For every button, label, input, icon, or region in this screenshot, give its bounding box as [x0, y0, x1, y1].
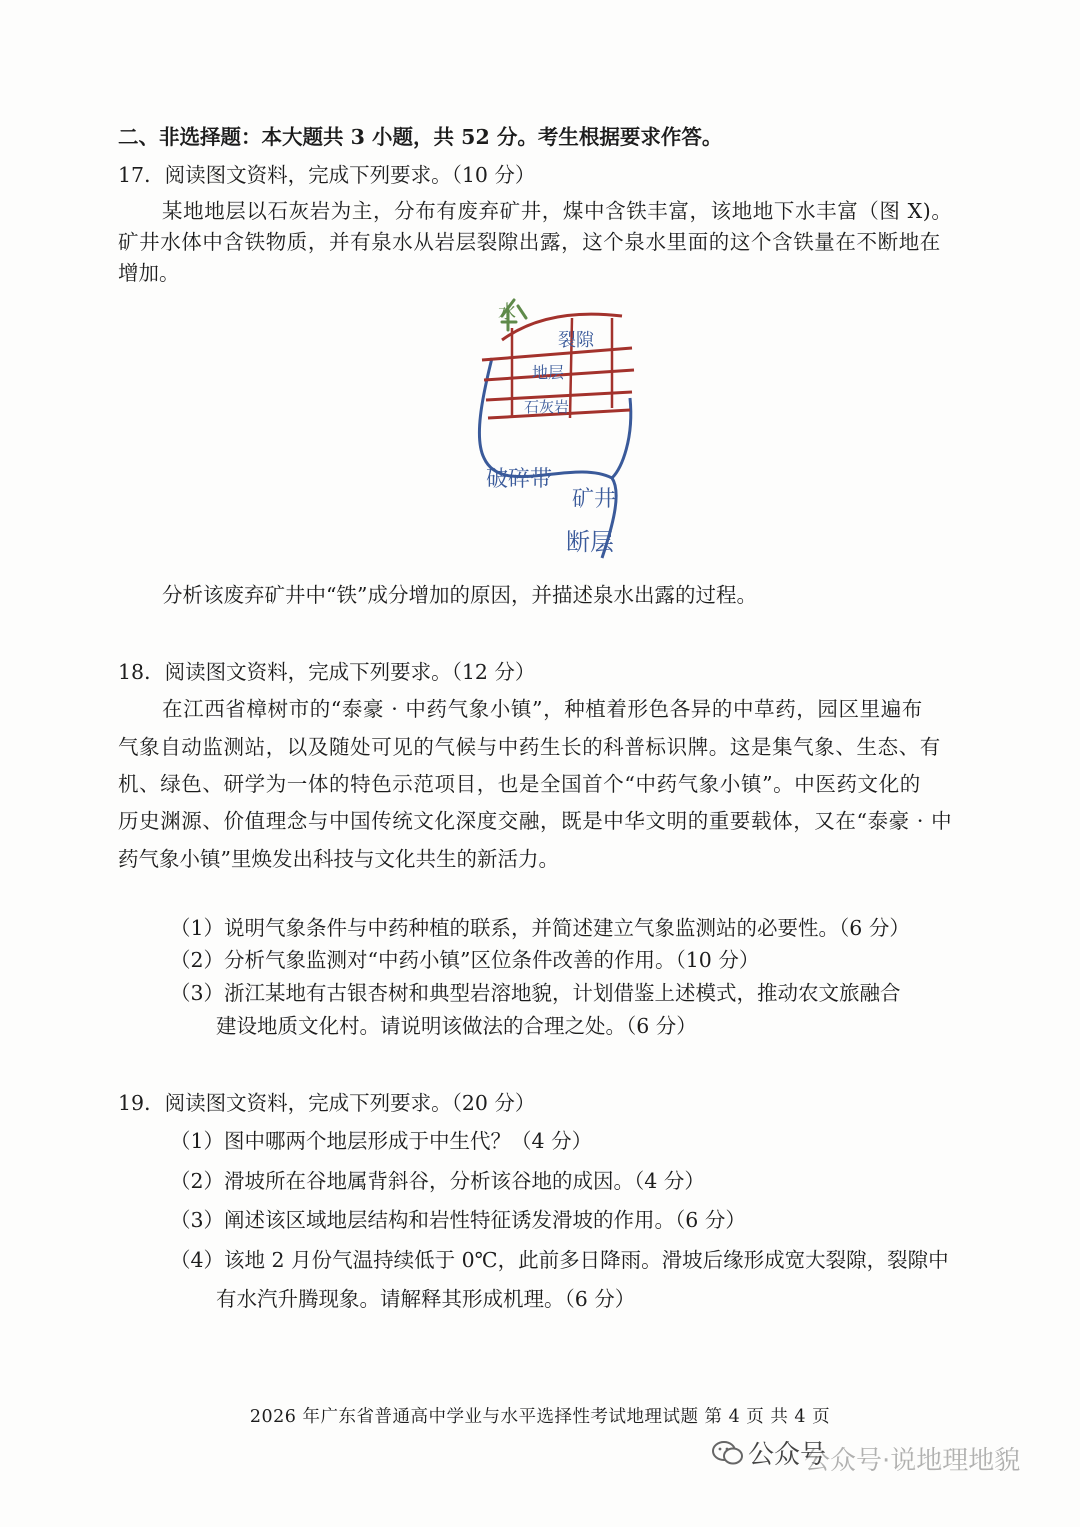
q17-question: 分析该废弃矿井中“铁”成分增加的原因，并描述泉水出露的过程。	[162, 583, 757, 607]
figure-label-mine: 矿井	[572, 487, 617, 512]
watermark	[700, 1430, 1080, 1480]
watermark-text-secondary: 公众号·说地理地貌	[804, 1446, 1021, 1476]
q18-title: 18．阅读图文资料，完成下列要求。（12 分）	[118, 660, 536, 684]
q17-para-line-1: 某地地层以石灰岩为主，分布有废弃矿井，煤中含铁丰富，该地地下水丰富（图 X)。	[162, 199, 953, 223]
q18-sub-2: （2）分析气象监测对“中药小镇”区位条件改善的作用。（10 分）	[170, 948, 760, 972]
q19-sub-4: （4）该地 2 月份气温持续低于 0℃，此前多日降雨。滑坡后缘形成宽大裂隙，裂隙中	[170, 1248, 949, 1272]
figure-label-water: 水	[498, 302, 516, 323]
q18-para-line-2: 气象自动监测站，以及随处可见的气候与中药生长的科普标识牌。这是集气象、生态、有	[118, 735, 941, 759]
q18-para-line-4: 历史渊源、价值理念与中国传统文化深度交融，既是中华文明的重要载体，又在“泰豪 · 中	[118, 809, 953, 833]
page-footer: 2026 年广东省普通高中学业与水平选择性考试地理试题 第 4 页 共 4 页	[249, 1407, 831, 1427]
figure-label-limestone: 石灰岩	[524, 398, 570, 416]
q18-para-line-1: 在江西省樟树市的“泰豪 · 中药气象小镇”，种植着形色各异的中草药，园区里遍布	[162, 697, 923, 721]
q19-sub-2: （2）滑坡所在谷地属背斜谷，分析该谷地的成因。（4 分）	[170, 1169, 705, 1193]
q19-sub-1: （1）图中哪两个地层形成于中生代？（4 分）	[170, 1129, 593, 1153]
figure-label-fracture-zone: 破碎带	[486, 467, 553, 492]
q18-para-line-3: 机、绿色、研学为一体的特色示范项目，也是全国首个“中药气象小镇”。中医药文化的	[118, 772, 921, 796]
q18-sub-3: （3）浙江某地有古银杏树和典型岩溶地貌，计划借鉴上述模式，推动农文旅融合	[170, 981, 901, 1005]
stratum-line	[482, 348, 632, 360]
q19-sub-3: （3）阐述该区域地层结构和岩性特征诱发滑坡的作用。（6 分）	[170, 1208, 746, 1232]
q18-para-line-5: 药气象小镇”里焕发出科技与文化共生的新活力。	[118, 847, 559, 871]
figure-label-crack: 裂隙	[558, 330, 594, 351]
q18-sub-1: （1）说明气象条件与中药种植的联系，并简述建立气象监测站的必要性。（6 分）	[170, 916, 910, 940]
watermark-text-primary: 公众号	[748, 1440, 827, 1470]
q17-para-line-3: 增加。	[118, 261, 180, 285]
q19-sub-4-cont: 有水汽升腾现象。请解释其形成机理。（6 分）	[216, 1287, 636, 1311]
q17-para-line-2: 矿井水体中含铁物质，并有泉水从岩层裂隙出露，这个泉水里面的这个含铁量在不断地在	[118, 230, 941, 254]
q17-hand-drawn-figure	[462, 288, 662, 578]
figure-label-fault: 断层	[566, 528, 614, 556]
q19-title: 19．阅读图文资料，完成下列要求。（20 分）	[118, 1091, 536, 1115]
q18-sub-3-cont: 建设地质文化村。请说明该做法的合理之处。（6 分）	[216, 1014, 697, 1038]
section-header: 二、非选择题：本大题共 3 小题，共 52 分。考生根据要求作答。	[118, 125, 723, 149]
figure-label-stratum: 地层	[532, 363, 565, 382]
q17-title: 17．阅读图文资料，完成下列要求。（10 分）	[118, 163, 536, 187]
wechat-icon	[712, 1440, 744, 1466]
